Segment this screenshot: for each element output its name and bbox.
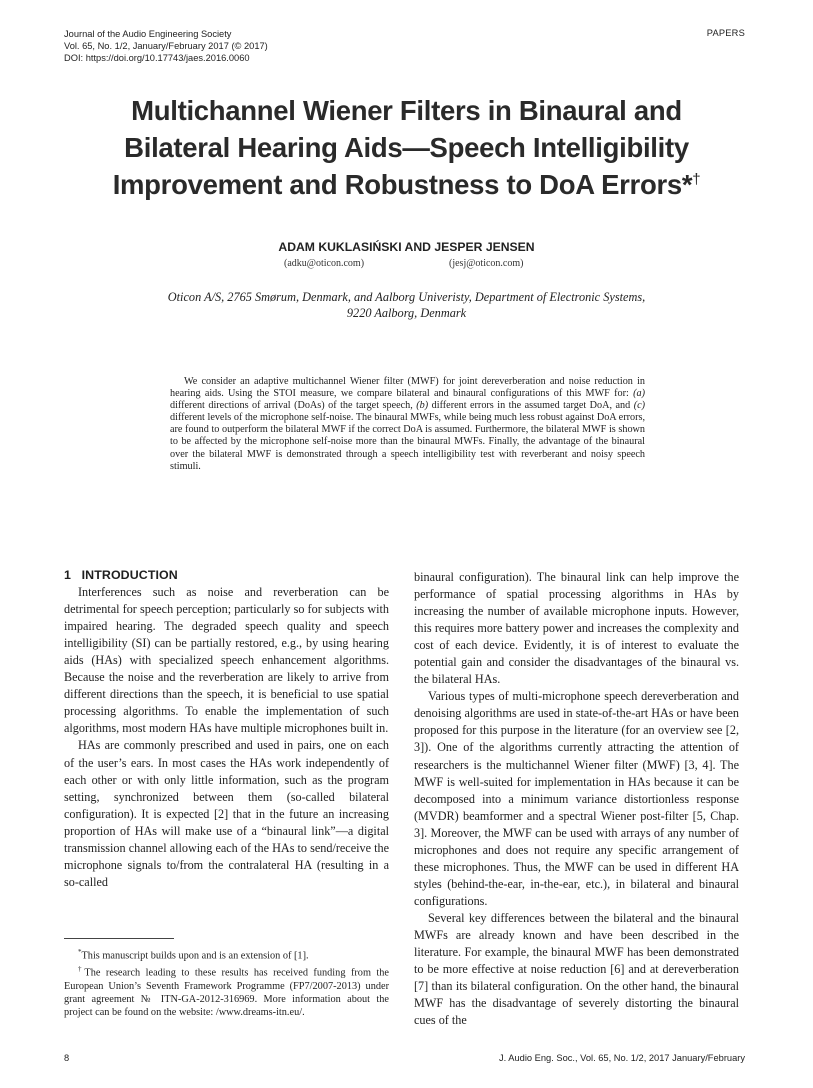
footnote-1: *This manuscript builds upon and is an extension of [1]. (78, 948, 309, 962)
abstract: We consider an adaptive multichannel Wiener filter (MWF) for joint dereverberation and noise reduction in hearing aids. Using the STOI measure, we compare bilateral and binaural configurations of this MWF for: (a) different directions of arrival (DoAs) of the target speech, (b) different errors in the assumed target DoA, and (c) different levels of the microphone self-noise. The binaural MWFs, while being much less robust against DoA errors, are found to outperform the bilateral MWF if the correct DoA is assumed. Furthermore, the bilateral MWF is shown to be affected by the microphone self-noise more than the binaural MWFs. Finally, the advantage of the binaural over the bilateral MWF is demonstrated through a speech intelligibility test with reverberant and noisy speech stimuli. (170, 376, 646, 472)
title-footnote-star[interactable]: * (681, 169, 693, 200)
title-line-2: Bilateral Hearing Aids—Speech Intelligibility (124, 132, 689, 163)
doi-link[interactable]: DOI: https://doi.org/10.17743/jaes.2016.0060 (64, 53, 250, 64)
title-line-3: Improvement and Robustness to DoA Errors*† (112, 169, 701, 200)
paragraph: HAs are commonly prescribed and used in pairs, one on each of the user’s ears. In most cases the HAs work independently of each other or with only little information, such as the program setting, synchronized between them (so-called bilateral configuration). It is expected [2] that in the future an increasing proportion of HAs will make use of a “binaural link”—a digital transmission channel allowing each of the HAs to send/receive the microphone signals to/from the contralateral HA (resulting in a so-called (64, 738, 389, 889)
running-header (64, 28, 268, 65)
paper-title (60, 92, 753, 203)
affiliation: Oticon A/S, 2765 Smørum, Denmark, and Aalborg Univeristy, Department of Electronic Systems, 9220 Aalborg, Denmark (167, 290, 646, 320)
body-column-left (64, 567, 389, 891)
author-email-1[interactable]: (adku@oticon.com) (284, 258, 365, 269)
author-names: ADAM KUKLASIŃSKI AND JESPER JENSEN (278, 240, 535, 254)
author-email-2[interactable]: (jesj@oticon.com) (449, 258, 524, 269)
footnote-2: †The research leading to these results has received funding from the European Union’s Seventh Framework Programme (FP7/2007-2013) under grant agreement № ITN-GA-2012-316969. More information about the project can be found on the website: /www.dreams-itn.eu/. (64, 964, 390, 1019)
paragraph: Several key differences between the bilateral and the binaural MWFs are already known and have been described in the literature. For example, the binaural MWF has been demonstrated to be more effective at noise reduction [6] and at dereverberation [7] than its bilateral configuration. On the other hand, the binaural MWF has the disadvantage of severely distorting the binaural cues of the (414, 910, 739, 1028)
journal-name: Journal of the Audio Engineering Society (64, 29, 232, 39)
title-footnote-dagger[interactable]: † (692, 170, 701, 188)
volume-info: Vol. 65, No. 1/2, January/February 2017 (© 2017) (64, 41, 268, 52)
paragraph: Interferences such as noise and reverberation can be detrimental for speech perception; particularly so for subjects with impaired hearing. The degraded speech quality and speech intelligibility (SI) can be partially restored, e.g., by using hearing aids (HAs) with specialized speech enhancement algorithms. Because the noise and the reverberation are likely to arrive from different directions than the speech, it is beneficial to use spatial processing algorithms. To enable the implementation of such algorithms, most modern HAs have multiple microphones built in. (64, 585, 389, 736)
title-line-1: Multichannel Wiener Filters in Binaural and (131, 95, 682, 126)
footnote-rule (64, 938, 174, 939)
paragraph: binaural configuration). The binaural link can help improve the performance of spatial processing algorithms in HAs by increasing the number of available microphone inputs. However, this requires more battery power and increases the complexity and cost of each device. Evidently, it is of interest to evaluate the potential gain and consider the disadvantages of the binaural vs. the bilateral HAs. (414, 570, 739, 687)
section-heading: 1 INTRODUCTION (64, 568, 178, 582)
footnotes (64, 946, 389, 1020)
footer-citation: J. Audio Eng. Soc., Vol. 65, No. 1/2, 2017 January/February (499, 1053, 745, 1063)
page-number: 8 (64, 1053, 70, 1063)
body-column-right (414, 569, 739, 1029)
section-label: PAPERS (706, 28, 745, 38)
paragraph: Various types of multi-microphone speech dereverberation and denoising algorithms are used in state-of-the-art HAs or have been proposed for this purpose in the literature (for an overview see [2, 3]). One of the algorithms currently attracting the attention of researchers is the multichannel Wiener filter (MWF) [3, 4]. The MWF is well-suited for implementation in HAs because it can be decomposed into a minimum variance distortionless response (MVDR) beamformer and a spectral Wiener post-filter [5, Chap. 3]. Moreover, the MWF can be used with arrays of any number of microphones and does not require any specific arrangement of these microphones. Thus, the MWF can be used in different HA styles (behind-the-ear, in-the-ear, etc.), in bilateral and binaural configurations. (414, 689, 739, 908)
